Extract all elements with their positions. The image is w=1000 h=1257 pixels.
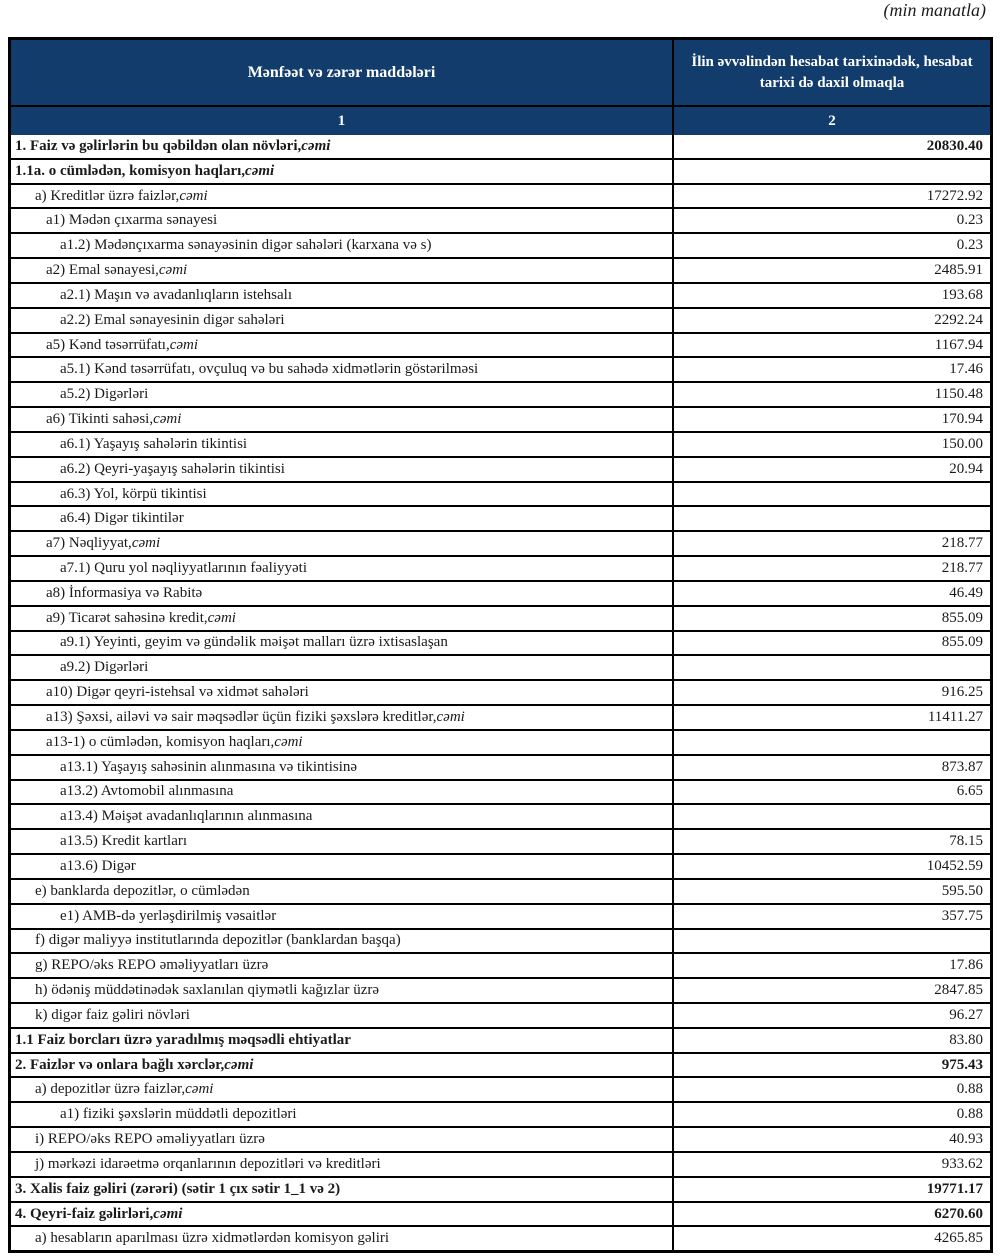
table-header-row: [11, 40, 990, 105]
item-label-italic-suffix: cəmi: [153, 411, 182, 428]
item-label: a6.3) Yol, körpü tikintisi: [11, 483, 674, 506]
table-row: [11, 555, 990, 580]
item-label: a5) Kənd təsərrüfatı, cəmi: [11, 334, 674, 357]
table-row: [11, 828, 990, 853]
item-label: a6.2) Qeyri-yaşayış sahələrin tikintisi: [11, 458, 674, 481]
table-row: [11, 977, 990, 1002]
item-label-italic-suffix: cəmi: [179, 187, 208, 204]
item-label: a9.1) Yeyinti, geyim və gündəlik məişət malları üzrə ixtisaslaşan: [11, 632, 674, 655]
item-label: e1) AMB-də yerləşdirilmiş vəsaitlər: [11, 905, 674, 928]
item-value: 0.23: [956, 237, 983, 254]
table-row: [11, 1151, 990, 1176]
item-label: 4. Qeyri-faiz gəlirləri, cəmi: [11, 1203, 674, 1226]
item-label: g) REPO/əks REPO əməliyyatları üzrə: [11, 954, 674, 977]
item-value: 11411.27: [927, 708, 983, 725]
item-label: h) ödəniş müddətinədək saxlanılan qiymətli kağızlar üzrə: [11, 979, 674, 1002]
table-row: [11, 605, 990, 630]
item-label: a13.1) Yaşayış sahəsinin alınmasına və tikintisinə: [11, 756, 674, 779]
item-label: a13.6) Digər: [11, 855, 674, 878]
item-label: 1.1 Faiz borcları üzrə yaradılmış məqsədli ehtiyatlar: [11, 1029, 674, 1052]
item-label: a7) Nəqliyyat, cəmi: [11, 532, 674, 555]
item-value: [674, 507, 990, 530]
table-row: [11, 381, 990, 406]
item-label-italic-suffix: cəmi: [207, 609, 236, 626]
table-row: [11, 1002, 990, 1027]
header-period-column: İlin əvvəlindən hesabat tarixinədək, hesabat tarixi də daxil olmaqla: [691, 54, 973, 91]
item-label-italic-suffix: cəmi: [185, 1081, 214, 1098]
item-value: 170.94: [941, 411, 983, 428]
table-row: [11, 928, 990, 953]
table-row: [11, 1101, 990, 1126]
item-label: a2.1) Maşın və avadanlıqların istehsalı: [11, 284, 674, 307]
item-value: [674, 731, 990, 754]
item-label: a2.2) Emal sənayesinin digər sahələri: [11, 309, 674, 332]
table-row: [11, 431, 990, 456]
item-label: i) REPO/əks REPO əməliyyatları üzrə: [11, 1128, 674, 1151]
table-row: [11, 135, 990, 158]
table-row: [11, 1225, 990, 1250]
item-label: f) digər maliyyə institutlarında depozitlər (banklardan başqa): [11, 930, 674, 953]
item-value: 6.65: [956, 783, 983, 800]
table-row: [11, 481, 990, 506]
item-label-italic-suffix: cəmi: [158, 262, 188, 279]
item-label: a7.1) Quru yol nəqliyyatlarının fəaliyyəti: [11, 557, 674, 580]
item-label-italic-suffix: cəmi: [153, 1205, 183, 1222]
item-label-italic-suffix: cəmi: [131, 535, 161, 552]
item-value: 46.49: [949, 584, 983, 601]
item-value: 0.88: [956, 1106, 983, 1123]
item-label: 2. Faizlər və onlara bağlı xərclər, cəmi: [11, 1054, 674, 1077]
item-value: 0.88: [956, 1081, 983, 1098]
item-value: 20.94: [949, 460, 983, 477]
item-label: a8) İnformasiya və Rabitə: [11, 582, 674, 605]
item-value: [674, 483, 990, 506]
item-value: 17272.92: [926, 187, 983, 204]
table-row: [11, 803, 990, 828]
item-label: a1) fiziki şəxslərin müddətli depozitləri: [11, 1103, 674, 1126]
item-label: a13) Şəxsi, ailəvi və sair məqsədlər üçün fiziki şəxslərə kreditlər, cəmi: [11, 706, 674, 729]
item-value: 40.93: [949, 1131, 983, 1148]
item-label: a9.2) Digərləri: [11, 656, 674, 679]
table-row: [11, 232, 990, 257]
table-row: [11, 729, 990, 754]
table-row: [11, 257, 990, 282]
table-row: [11, 406, 990, 431]
table-row: [11, 282, 990, 307]
table-row: [11, 853, 990, 878]
item-label: a13.4) Məişət avadanlıqlarının alınmasına: [11, 805, 674, 828]
table-row: [11, 878, 990, 903]
table-row: [11, 754, 990, 779]
item-value: [674, 930, 990, 953]
item-value: 17.86: [949, 957, 983, 974]
item-value: 2485.91: [934, 262, 983, 279]
item-value: 6270.60: [934, 1205, 983, 1222]
table-row: [11, 1076, 990, 1101]
item-label: a) depozitlər üzrə faizlər, cəmi: [11, 1078, 674, 1101]
item-value: 218.77: [941, 559, 983, 576]
table-row: [11, 903, 990, 928]
item-label: a13-1) o cümlədən, komisyon haqları, cəmi: [11, 731, 674, 754]
table-row: [11, 505, 990, 530]
table-row: [11, 1027, 990, 1052]
item-value: 96.27: [949, 1006, 983, 1023]
item-label: a6.4) Digər tikintilər: [11, 507, 674, 530]
table-row: [11, 952, 990, 977]
item-label: a13.2) Avtomobil alınmasına: [11, 781, 674, 804]
item-value: 1167.94: [934, 336, 983, 353]
item-value: 83.80: [949, 1031, 983, 1048]
item-value: 10452.59: [926, 857, 983, 874]
item-value: 78.15: [949, 833, 983, 850]
item-value: [674, 805, 990, 828]
column-number-2: 2: [828, 112, 836, 129]
item-label: a) Kreditlər üzrə faizlər, cəmi: [11, 185, 674, 208]
item-label: a10) Digər qeyri-istehsal və xidmət sahələri: [11, 681, 674, 704]
item-value: 20830.40: [926, 137, 983, 154]
item-value: 855.09: [941, 634, 983, 651]
table-row: [11, 1052, 990, 1077]
item-label: 1.1a. o cümlədən, komisyon haqları, cəmi: [11, 160, 674, 183]
item-value: 1150.48: [934, 386, 983, 403]
item-label: a6) Tikinti sahəsi, cəmi: [11, 408, 674, 431]
column-number-row: [11, 105, 990, 135]
item-label: a9) Ticarət sahəsinə kredit, cəmi: [11, 607, 674, 630]
item-value: 595.50: [941, 882, 983, 899]
table-row: [11, 1176, 990, 1201]
item-label: a5.2) Digərləri: [11, 383, 674, 406]
table-row: [11, 207, 990, 232]
item-value: 916.25: [941, 684, 983, 701]
item-label: a2) Emal sənayesi, cəmi: [11, 259, 674, 282]
table-row: [11, 158, 990, 183]
table-row: [11, 530, 990, 555]
item-label-italic-suffix: cəmi: [301, 137, 331, 154]
unit-note: (min manatla): [883, 0, 986, 20]
item-label: a) hesabların aparılması üzrə xidmətlərdən komisyon gəliri: [11, 1227, 674, 1250]
item-value: 150.00: [941, 435, 983, 452]
item-value: 218.77: [941, 535, 983, 552]
item-value: 873.87: [941, 758, 983, 775]
item-value: 17.46: [949, 361, 983, 378]
item-value: [674, 160, 990, 183]
item-value: 357.75: [941, 907, 983, 924]
table-row: [11, 779, 990, 804]
column-number-1: 1: [11, 107, 674, 135]
table-row: [11, 704, 990, 729]
table-row: [11, 654, 990, 679]
item-label-italic-suffix: cəmi: [169, 336, 199, 353]
item-label-italic-suffix: cəmi: [274, 733, 303, 750]
item-label: a1) Mədən çıxarma sənayesi: [11, 209, 674, 232]
table-row: [11, 630, 990, 655]
item-label: e) banklarda depozitlər, o cümlədən: [11, 880, 674, 903]
item-label-italic-suffix: cəmi: [245, 162, 275, 179]
item-value: 933.62: [941, 1155, 983, 1172]
profit-loss-table: [8, 37, 993, 1253]
item-label: k) digər faiz gəliri növləri: [11, 1004, 674, 1027]
item-label-italic-suffix: cəmi: [436, 708, 465, 725]
item-value: 975.43: [941, 1056, 983, 1073]
item-label: a13.5) Kredit kartları: [11, 830, 674, 853]
header-items-column: Mənfəət və zərər maddələri: [11, 40, 674, 105]
item-value: 2292.24: [934, 311, 983, 328]
item-value: 0.23: [956, 212, 983, 229]
table-row: [11, 1201, 990, 1226]
item-value: 193.68: [941, 286, 983, 303]
table-row: [11, 183, 990, 208]
item-label: a5.1) Kənd təsərrüfatı, ovçuluq və bu sahədə xidmətlərin göstərilməsi: [11, 358, 674, 381]
table-row: [11, 456, 990, 481]
table-row: [11, 679, 990, 704]
item-value: 855.09: [941, 609, 983, 626]
item-label: a1.2) Mədənçıxarma sənayəsinin digər sahələri (karxana və s): [11, 234, 674, 257]
item-label: 1. Faiz və gəlirlərin bu qəbildən olan növləri, cəmi: [11, 135, 674, 158]
table-row: [11, 307, 990, 332]
table-row: [11, 1126, 990, 1151]
item-value: [674, 656, 990, 679]
table-row: [11, 356, 990, 381]
table-row: [11, 332, 990, 357]
item-value: 2847.85: [934, 982, 983, 999]
table-row: [11, 580, 990, 605]
table-rows: [11, 135, 990, 1250]
item-value: 4265.85: [934, 1230, 983, 1247]
item-value: 19771.17: [926, 1180, 983, 1197]
item-label: j) mərkəzi idarəetmə orqanlarının depozitləri və kreditləri: [11, 1153, 674, 1176]
item-label: 3. Xalis faiz gəliri (zərəri) (sətir 1 çıx sətir 1_1 və 2): [11, 1178, 674, 1201]
item-label-italic-suffix: cəmi: [224, 1056, 254, 1073]
item-label: a6.1) Yaşayış sahələrin tikintisi: [11, 433, 674, 456]
